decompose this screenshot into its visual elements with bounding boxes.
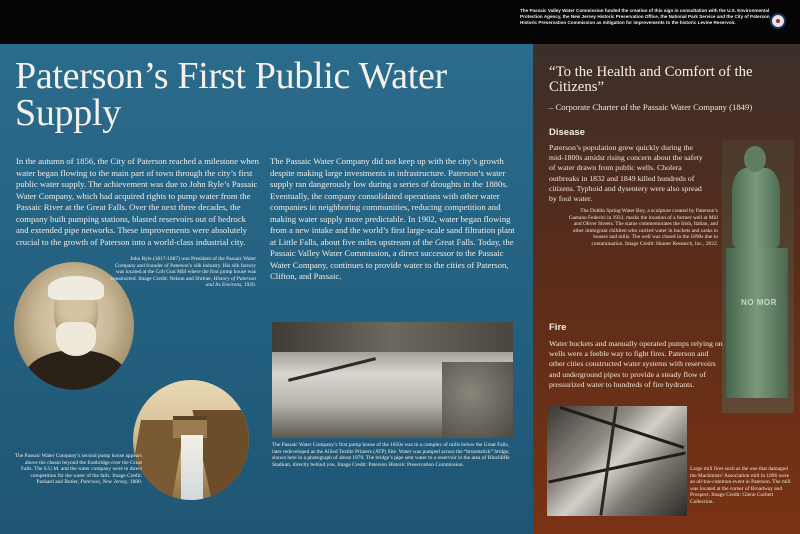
intro-paragraph: In the autumn of 1856, the City of Paterson reached a milestone when water began flowing to the main part of town through the city’s first public water supply. The achievement was due to John Ryle’s Passaic Water Company, which had acquired rights to pump water from the Passaic River at the Great Falls. Over the next three decades, the company built pumping stations, blasted reservoirs out of bedrock and extended pipe networks. These improvements were absolutely crucial to the growth of Paterson into a world-class industrial city. bbox=[16, 156, 259, 247]
mill-fire-caption: Large mill fires such as the one that damaged the Machinists’ Association mill in 1896 were an all-too-common event in Paterson. The mill was located at the corner of Broadway and Prospect. Image Credit: Glenn Corbett Collection. bbox=[690, 466, 791, 505]
statue-caption: The Dublin Spring Water Boy, a sculpture created by Paterson’s Gaetano Federici in 1931, marks the location of a former well at Mill and Oliver Streets. The statue commemorates the Irish, Italian, and other immigrant children who carried water in buckets and casks to houses and mills. The well was closed in the 1890s due to contamination. Image Credit: Hunter Research, Inc., 2022. bbox=[568, 208, 718, 247]
fire-text: Water buckets and manually operated pumps relying on wells were a feeble way to fight fires. Paterson and other cities constructed water systems with reservoirs and underground pipes to provide a steady flow of pressurized water to hundreds of fire hydrants. bbox=[549, 339, 723, 389]
great-falls-caption: The Passaic Water Company’s first pump house of the 1850s was in a complex of mills below the Great Falls, later redeveloped as the Allied Textile Printers (ATP) Site. Water was pumped across the “broomstick” bridge, shown here in a photograph of about 1870. The bridge’s pipe sent water to a reservoir in the area of Hinchliffe Stadium, directly behind you. Image Credit: Paterson Historic Preservation Commission. bbox=[272, 442, 510, 469]
funding-bar bbox=[0, 0, 800, 44]
second-paragraph: The Passaic Water Company did not keep up with the city’s growth despite making large investments in infrastructure. Paterson’s water supply ran dangerously low during a series of droughts in the 1880s. Eventually, the company consolidated operations with other water companies in neighboring communities, reducing competition and making water supply more predictable. In 1902, water began flowing from a new intake and the world’s first large-scale sand filtration plant at Little Falls, about five miles upstream of the Great Falls. Today, the Passaic Valley Water Commission, a direct successor to the Passaic Water Company, continues to provide water to the cities of Paterson, Clifton, and Passaic. bbox=[270, 156, 515, 281]
funding-note: The Passaic Valley Water Commission funded the creation of this sign in consultation with the U.S. Environmental Protection Agency, the New Jersey Historic Preservation Office, the National Park Service and the City of Paterson Historic Preservation Commission as mitigation for improvements to the historic Levine Reservoir. bbox=[520, 8, 770, 25]
pump-house-caption: The Passaic Water Company’s second pump house appears above the chasm beyond the footbridge over the Great Falls. The S.U.M. and the water company were in direct competition for the water of the falls. Image Credit: Packard and Butler, Paterson, New Jersey, 1880. bbox=[14, 453, 142, 486]
quote-attribution: – Corporate Charter of the Passaic Water Company (1849) bbox=[549, 102, 753, 112]
disease-text: Paterson’s population grew quickly during the mid-1800s amidst rising concern about the safety of water drawn from public wells. Cholera outbreaks in 1832 and 1849 killed hundreds of citizens. Typhoid and dysentery were also spread by foul water. bbox=[549, 143, 703, 204]
water-boy-statue bbox=[722, 140, 794, 413]
page-title: Paterson’s First Public Water Supply bbox=[15, 55, 447, 134]
mill-fire-photo bbox=[547, 406, 687, 516]
statue-inscription: NO MOR bbox=[741, 298, 777, 307]
pump-house-engraving bbox=[133, 380, 249, 500]
ryle-caption: John Ryle (1817-1887) was President of the Passaic Water Company and founder of Paterson’s silk industry. His silk factory was located at the Colt Gun Mill where the first pump house was constructed. Image Credit: Nelson and Shriner, History of Paterson and Its Environs, 1920. bbox=[110, 256, 256, 289]
fire-heading: Fire bbox=[549, 322, 567, 333]
disease-heading: Disease bbox=[549, 127, 585, 138]
commission-seal-icon bbox=[770, 13, 786, 29]
charter-quote: “To the Health and Comfort of the Citizens” bbox=[549, 64, 753, 95]
great-falls-photo bbox=[272, 322, 513, 438]
